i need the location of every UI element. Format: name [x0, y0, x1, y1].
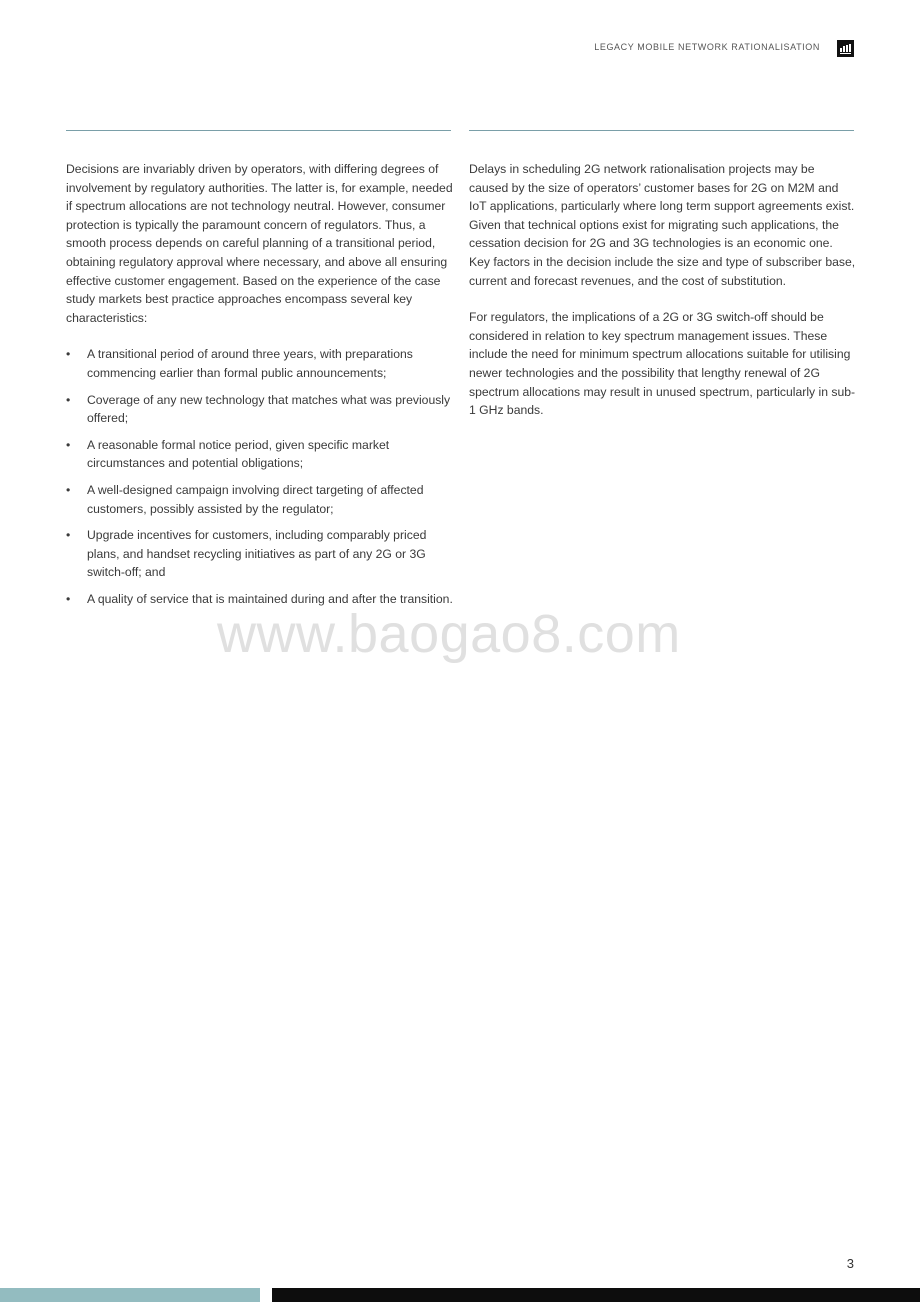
list-item: [66, 391, 454, 428]
left-column-divider: [66, 130, 451, 131]
running-header-title: LEGACY MOBILE NETWORK RATIONALISATION: [594, 42, 820, 52]
footer-accent-bar: [0, 1288, 260, 1302]
bullet-icon: •: [66, 437, 71, 452]
list-item-text: A transitional period of around three years, with preparations commencing earlier than formal public announcements;: [87, 347, 413, 380]
watermark-text: www.baogao8.com: [217, 604, 681, 664]
bullet-icon: •: [66, 482, 71, 497]
footer-dark-bar: [272, 1288, 920, 1302]
right-column-divider: [469, 130, 854, 131]
bullet-icon: •: [66, 591, 71, 606]
list-item: [66, 345, 454, 382]
list-item-text: A quality of service that is maintained during and after the transition.: [87, 591, 453, 606]
right-column: [469, 160, 857, 438]
characteristics-list: [66, 345, 454, 608]
bullet-icon: •: [66, 347, 71, 362]
bullet-icon: •: [66, 392, 71, 407]
list-item-text: Coverage of any new technology that matches what was previously offered;: [87, 392, 451, 426]
list-item-text: A well-designed campaign involving direct targeting of affected customers, possibly assisted by the regulator;: [87, 482, 424, 516]
delays-paragraph: Delays in scheduling 2G network rationalisation projects may be caused by the size of operators’ customer bases for 2G on M2M and IoT applications, particularly where long term support agreements exist. Given that technical options exist for migrating such applications, the cessation decision for 2G and 3G technologies is an economic one. Key factors in the decision include the size and type of subscriber base, current and forecast revenues, and the cost of substitution.: [469, 162, 856, 288]
list-item: [66, 526, 454, 582]
intro-paragraph: Decisions are invariably driven by operators, with differing degrees of involvement by regulatory authorities. The latter is, for example, needed if spectrum allocations are not technology neutral. However, consumer protection is typically the paramount concern of regulators. Thus, a smooth process depends on careful planning of a transitional period, obtaining regulatory approval where necessary, and above all ensuring effective customer engagement. Based on the experience of the case study markets best practice approaches encompass several key characteristics:: [66, 162, 453, 325]
list-item-text: A reasonable formal notice period, given specific market circumstances and potential obligations;: [87, 437, 390, 471]
bullet-icon: •: [66, 528, 71, 543]
list-item: [66, 481, 454, 518]
list-item: [66, 436, 454, 473]
gsma-logo-icon: [837, 40, 854, 57]
left-column: [66, 160, 454, 616]
page-number: 3: [846, 1256, 854, 1271]
regulators-paragraph: For regulators, the implications of a 2G or 3G switch-off should be considered in relation to key spectrum management issues. These include the need for minimum spectrum allocations suitable for utilising newer technologies and the possibility that lengthy renewal of 2G spectrum allocations may result in unused spectrum, particularly in sub-1 GHz bands.: [469, 310, 856, 418]
gsma-logo-bars-icon: [837, 40, 854, 57]
list-item-text: Upgrade incentives for customers, including comparably priced plans, and handset recycling initiatives as part of any 2G or 3G switch-off; and: [87, 528, 427, 580]
